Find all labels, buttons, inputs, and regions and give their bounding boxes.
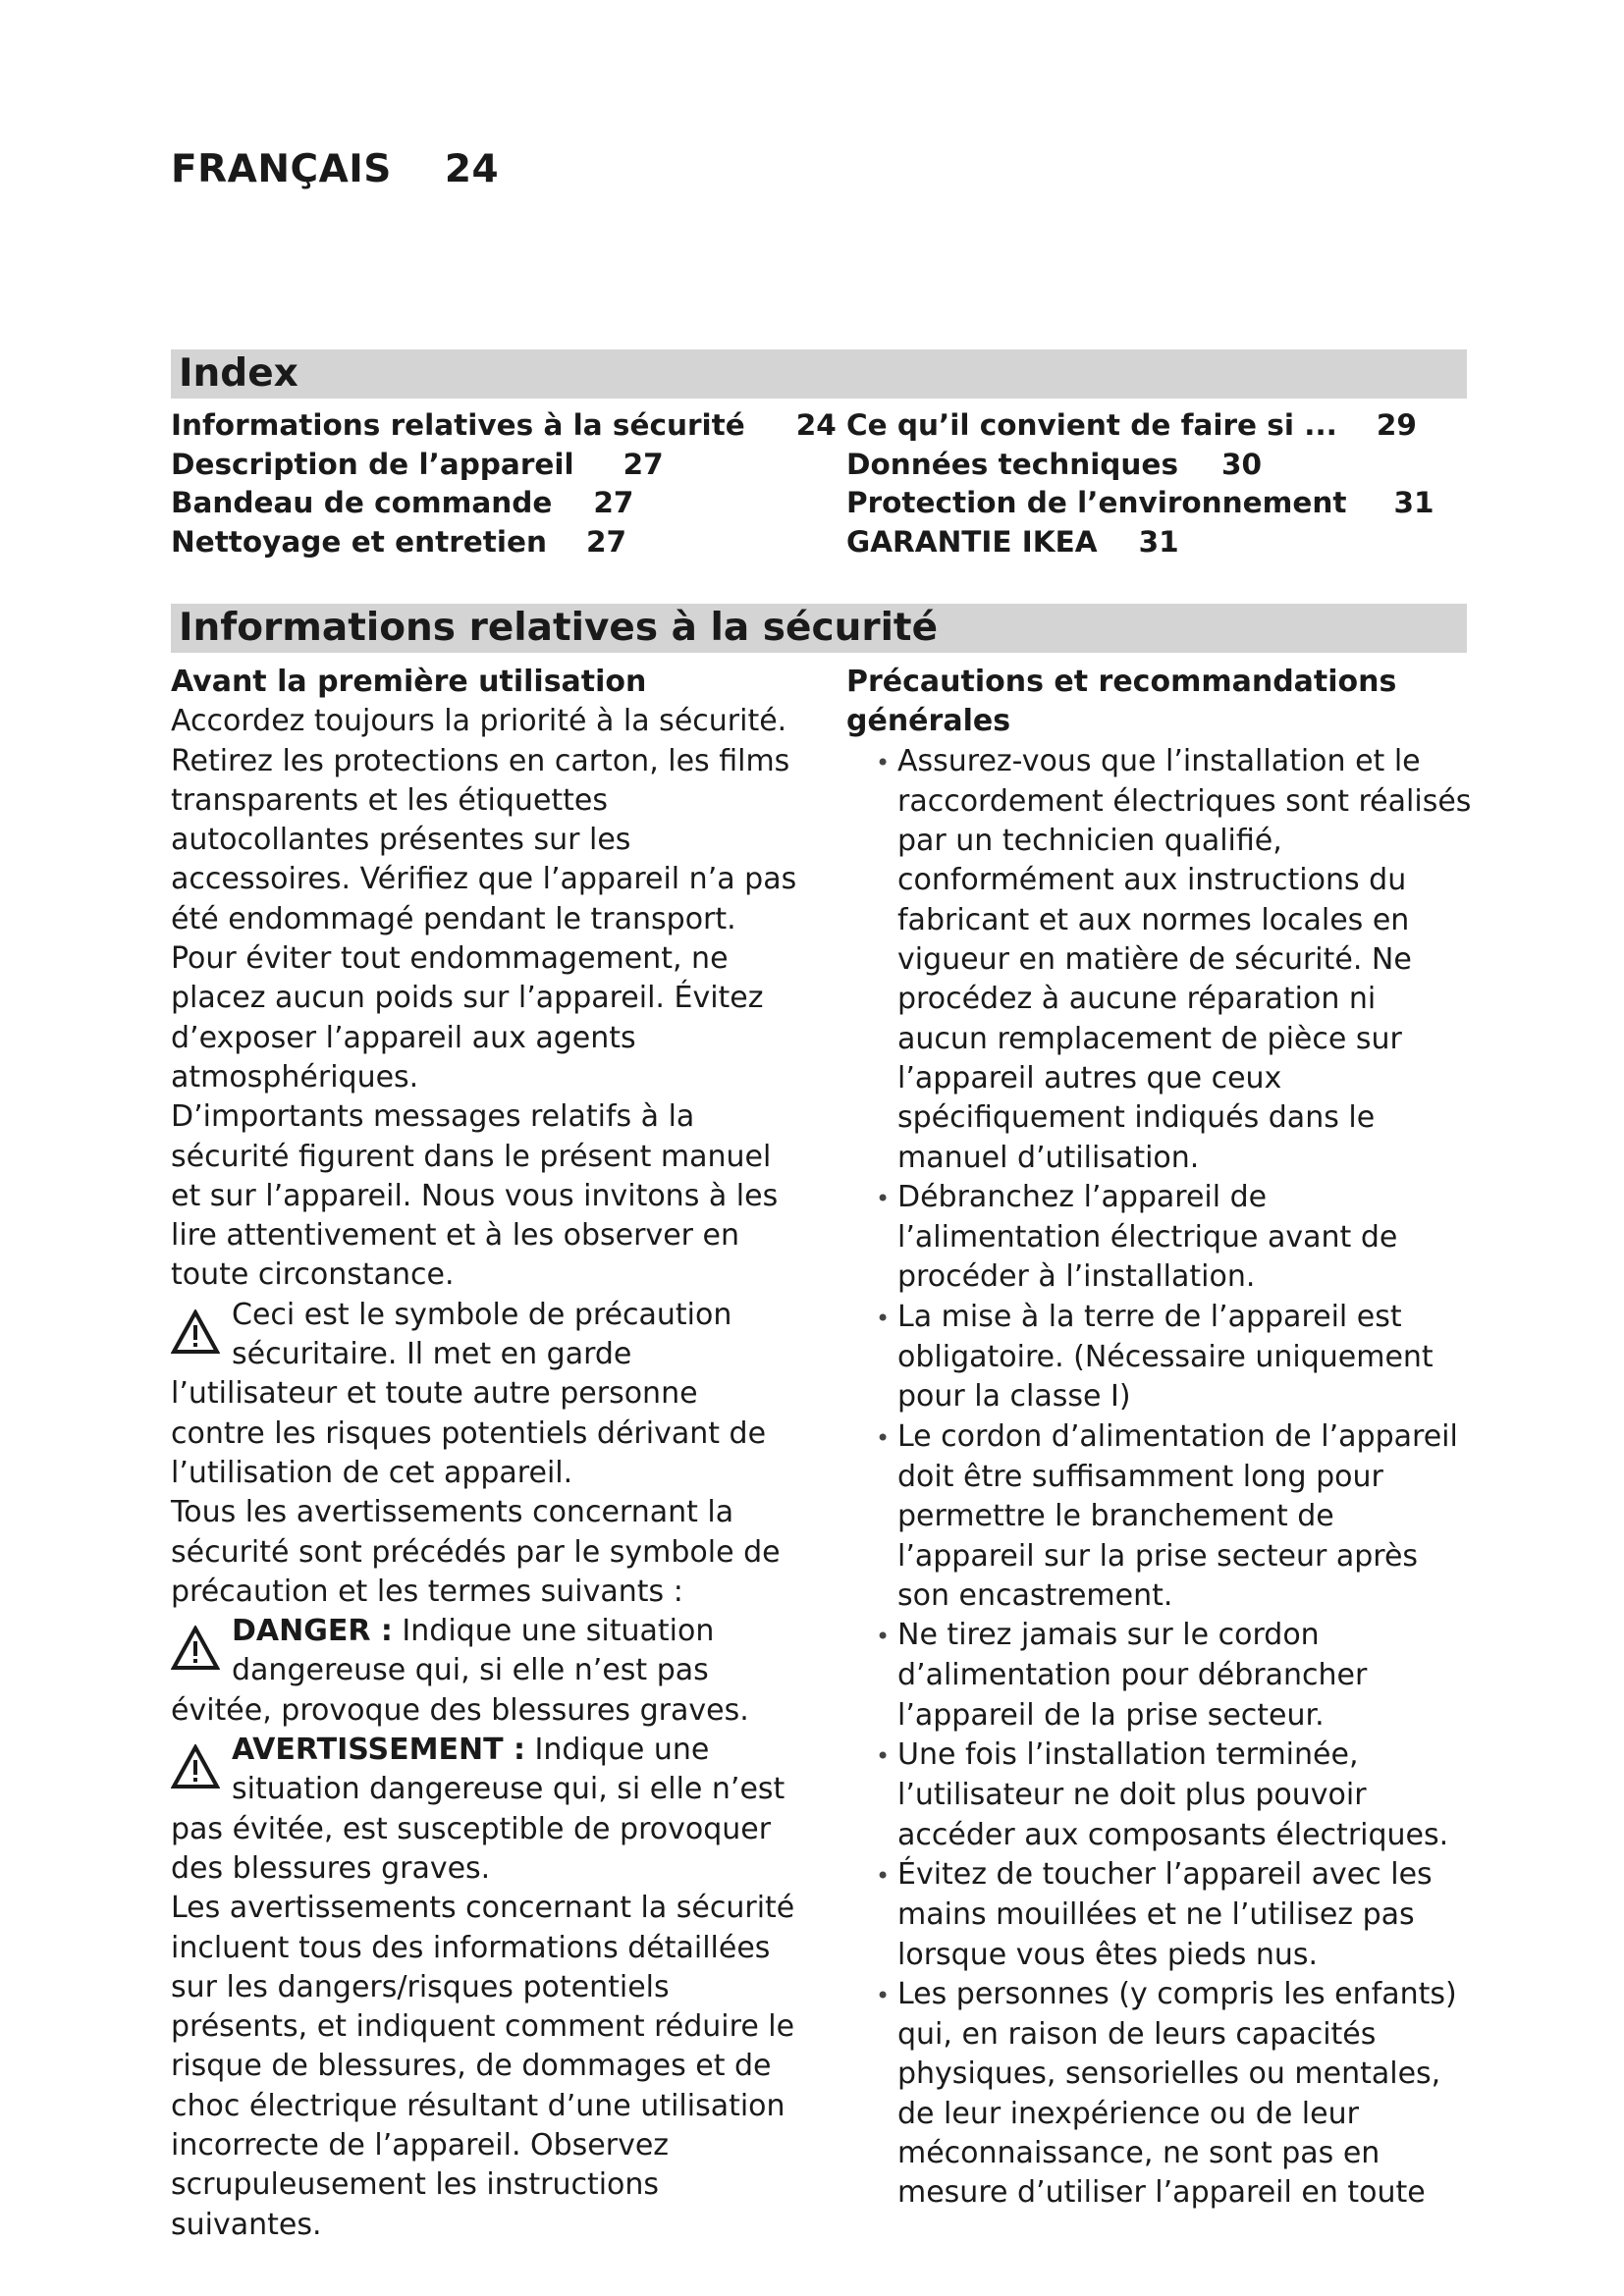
precautions-list	[846, 742, 1475, 2214]
toc-entry[interactable]	[171, 446, 837, 485]
intro-paragraph: Accordez toujours la priorité à la sécurité. Retirez les protections en carton, les films transparents et les étiquettes autocollantes présentes sur les accessoires. Vérifiez que l’appareil n’a pas été endommagé pendant le transport. Pour éviter tout endommagement, ne placez aucun poids sur l’appareil. Évitez d’exposer l’appareil aux agents atmosphériques.	[171, 704, 797, 1095]
toc-entry-page: 31	[1393, 486, 1435, 519]
toc-entry-label: Description de l’appareil	[171, 447, 574, 481]
index-left-column	[171, 406, 837, 561]
index-title: Index	[179, 351, 298, 396]
warnings-intro-paragraph: Tous les avertissements concernant la sécurité sont précédés par le symbole de précaution et les termes suivants :	[171, 1495, 781, 1609]
safety-section-bar	[171, 604, 1467, 653]
list-item-text: Débranchez l’appareil de l’alimentation électrique avant de procéder à l’installation.	[897, 1179, 1398, 1295]
toc-entry[interactable]	[846, 446, 1435, 485]
toc-entry-label: Nettoyage et entretien	[171, 524, 547, 559]
safety-left-column	[171, 663, 799, 2245]
warning-block	[171, 1731, 799, 1889]
list-item: • Assurez-vous que l’installation et le raccordement électriques sont réalisés par un technicien qualifié, conformément aux instructions du fabricant et aux normes locales en vigueur en matière de sécurité. Ne procédez à aucune réparation ni aucun remplacement de pièce sur l’appareil autres que ceux spécifiquement indiqués dans le manuel d’utilisation.	[876, 743, 1472, 1175]
list-item: • Ne tirez jamais sur le cordon d’alimentation pour débrancher l’appareil de la prise secteur.	[876, 1618, 1368, 1733]
toc-entry-label: Protection de l’environnement	[846, 486, 1347, 519]
toc-entry-label: GARANTIE IKEA	[846, 524, 1098, 559]
precautions-heading: Précautions et recommandations générales	[846, 665, 1397, 739]
warning-text: Indique une situation dangereuse qui, si elle n’est pas évitée, est susceptible de provoquer des blessures graves.	[171, 1733, 785, 1886]
danger-text: Indique une situation dangereuse qui, si elle n’est pas évitée, provoque des blessures graves.	[171, 1614, 749, 1728]
index-section-bar	[171, 349, 1467, 399]
danger-block	[171, 1612, 799, 1731]
safety-title: Informations relatives à la sécurité	[179, 606, 939, 650]
toc-entry-page: 29	[1376, 408, 1417, 442]
toc-entry-page: 27	[585, 524, 627, 559]
warning-triangle-icon	[171, 1744, 220, 1789]
warning-label: AVERTISSEMENT :	[232, 1733, 525, 1768]
index-right-column	[846, 406, 1435, 561]
toc-entry-page: 24	[795, 408, 837, 442]
safety-right-column	[846, 663, 1475, 2214]
important-messages-paragraph: D’importants messages relatifs à la sécurité figurent dans le présent manuel et sur l’appareil. Nous vous invitons à les lire attentivement et à les observer en toute circonstance.	[171, 1099, 779, 1293]
list-item-text: Évitez de toucher l’appareil avec les mains mouillées et ne l’utilisez pas lorsque vous êtes pieds nus.	[897, 1856, 1433, 1972]
list-item-text: Une fois l’installation terminée, l’utilisateur ne doit plus pouvoir accéder aux composants électriques.	[897, 1737, 1449, 1852]
toc-entry-label: Ce qu’il convient de faire si ...	[846, 408, 1337, 442]
warning-triangle-icon	[171, 1309, 220, 1355]
list-item: • La mise à la terre de l’appareil est obligatoire. (Nécessaire uniquement pour la classe I)	[876, 1299, 1434, 1415]
list-item-text: Le cordon d’alimentation de l’appareil doit être suffisamment long pour permettre le branchement de l’appareil sur la prise secteur après son encastrement.	[897, 1418, 1458, 1613]
toc-entry-page: 30	[1221, 447, 1263, 481]
list-item: • Le cordon d’alimentation de l’appareil doit être suffisamment long pour permettre le branchement de l’appareil sur la prise secteur après son encastrement.	[876, 1418, 1458, 1613]
toc-entry[interactable]	[171, 484, 837, 523]
toc-entry[interactable]	[846, 484, 1435, 523]
danger-label: DANGER :	[232, 1614, 393, 1649]
list-item: • Une fois l’installation terminée, l’utilisateur ne doit plus pouvoir accéder aux composants électriques.	[876, 1737, 1449, 1852]
list-item: • Débranchez l’appareil de l’alimentation électrique avant de procéder à l’installation.	[876, 1179, 1398, 1295]
language-label: FRANÇAIS	[171, 147, 392, 191]
before-first-use-heading: Avant la première utilisation	[171, 665, 647, 699]
toc-entry-page: 31	[1138, 524, 1179, 559]
toc-entry-label: Informations relatives à la sécurité	[171, 408, 745, 442]
toc-entry-page: 27	[623, 447, 664, 481]
toc-entry[interactable]	[171, 406, 837, 446]
list-item-text: Assurez-vous que l’installation et le raccordement électriques sont réalisés par un technicien qualifié, conformément aux instructions du fabricant et aux normes locales en vigueur en matière de sécurité. Ne procédez à aucune réparation ni aucun remplacement de pièce sur l’appareil autres que ceux spécifiquement indiqués dans le manuel d’utilisation.	[897, 743, 1472, 1175]
list-item-text: Les personnes (y compris les enfants) qui, en raison de leurs capacités physiques, sensorielles ou mentales, de leur inexpérience ou de leur méconnaissance, ne sont pas en mesure d’utiliser l’appareil en toute	[897, 1976, 1457, 2211]
list-item-text: Ne tirez jamais sur le cordon d’alimentation pour débrancher l’appareil de la prise secteur.	[897, 1618, 1368, 1733]
symbol-explanation	[171, 1296, 799, 1493]
list-item-text: La mise à la terre de l’appareil est obligatoire. (Nécessaire uniquement pour la classe I)	[897, 1299, 1434, 1415]
toc-entry[interactable]	[171, 523, 837, 562]
toc-entry[interactable]	[846, 523, 1435, 562]
toc-entry-label: Données techniques	[846, 447, 1178, 481]
toc-entry[interactable]	[846, 406, 1435, 446]
page-heading	[171, 147, 499, 191]
warning-triangle-icon	[171, 1626, 220, 1671]
toc-entry-page: 27	[593, 486, 634, 519]
toc-entry-label: Bandeau de commande	[171, 486, 553, 519]
list-item: • Évitez de toucher l’appareil avec les mains mouillées et ne l’utilisez pas lorsque vous êtes pieds nus.	[876, 1856, 1433, 1972]
symbol-text: Ceci est le symbole de précaution sécuritaire. Il met en garde l’utilisateur et toute autre personne contre les risques potentiels dérivant de l’utilisation de cet appareil.	[171, 1297, 767, 1490]
details-paragraph: Les avertissements concernant la sécurité incluent tous des informations détaillées sur les dangers/risques potentiels présents, et indiquent comment réduire le risque de blessures, de dommages et de choc électrique résultant d’une utilisation incorrecte de l’appareil. Observez scrupuleusement les instructions suivantes.	[171, 1891, 795, 2242]
list-item: • Les personnes (y compris les enfants) qui, en raison de leurs capacités physiques, sensorielles ou mentales, de leur inexpérience ou de leur méconnaissance, ne sont pas en mesure d’utiliser l’appareil en toute	[876, 1976, 1457, 2211]
page-number: 24	[444, 147, 500, 191]
